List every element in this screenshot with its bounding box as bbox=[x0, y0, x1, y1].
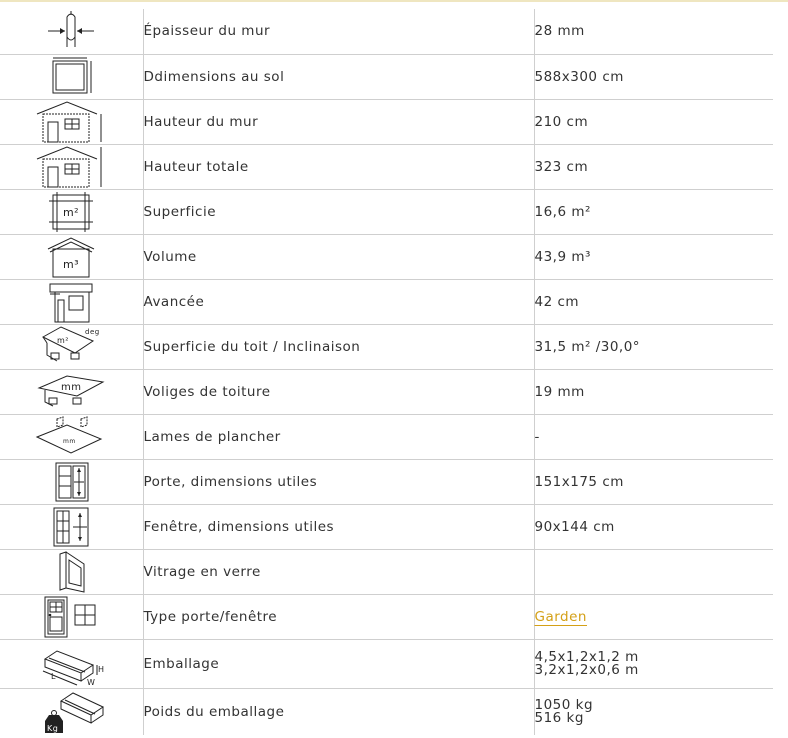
icon-angle-label: deg bbox=[85, 327, 100, 336]
icon-unit-label: m² bbox=[57, 335, 70, 345]
table-row bbox=[0, 414, 773, 459]
icon-weight-label: Kg bbox=[47, 723, 59, 733]
icon-cell bbox=[0, 594, 143, 639]
specifications-table bbox=[0, 9, 773, 735]
spec-label: Poids du emballage bbox=[143, 688, 534, 735]
spec-label: Superficie bbox=[143, 189, 534, 234]
icon-unit-label: mm bbox=[63, 437, 76, 445]
icon-cell bbox=[0, 549, 143, 594]
spec-label: Volume bbox=[143, 234, 534, 279]
spec-value bbox=[534, 549, 773, 594]
spec-label: Avancée bbox=[143, 279, 534, 324]
table-row bbox=[0, 504, 773, 549]
spec-value: 323 cm bbox=[534, 144, 773, 189]
spec-value-line: 4,5x1,2x1,2 m bbox=[534, 648, 639, 665]
spec-value-line: 3,2x1,2x0,6 m bbox=[534, 661, 639, 678]
table-row bbox=[0, 369, 773, 414]
icon-cell bbox=[0, 234, 143, 279]
top-rule bbox=[0, 0, 788, 2]
icon-unit-label: mm bbox=[61, 381, 82, 393]
spec-label: Fenêtre, dimensions utiles bbox=[143, 504, 534, 549]
spec-label: Voliges de toiture bbox=[143, 369, 534, 414]
icon-cell bbox=[0, 369, 143, 414]
door-dimensions-icon bbox=[0, 460, 143, 504]
table-row bbox=[0, 234, 773, 279]
packaging-icon bbox=[0, 641, 143, 687]
spec-value: 31,5 m² /30,0° bbox=[534, 324, 773, 369]
window-dimensions-icon bbox=[0, 505, 143, 549]
spec-label: Épaisseur du mur bbox=[143, 9, 534, 54]
spec-label: Superficie du toit / Inclinaison bbox=[143, 324, 534, 369]
table-row bbox=[0, 639, 773, 688]
door-window-type-icon bbox=[0, 595, 143, 639]
roof-boards-icon bbox=[0, 370, 143, 414]
icon-unit-label: m³ bbox=[63, 257, 80, 271]
icon-cell bbox=[0, 99, 143, 144]
icon-cell bbox=[0, 639, 143, 688]
icon-height-label: H bbox=[98, 664, 105, 674]
icon-cell bbox=[0, 189, 143, 234]
spec-label: Lames de plancher bbox=[143, 414, 534, 459]
spec-value bbox=[534, 639, 773, 688]
spec-label: Type porte/fenêtre bbox=[143, 594, 534, 639]
table-row bbox=[0, 144, 773, 189]
spec-value: 588x300 cm bbox=[534, 54, 773, 99]
spec-value-line: 516 kg bbox=[534, 709, 584, 726]
spec-label: Ddimensions au sol bbox=[143, 54, 534, 99]
icon-cell bbox=[0, 9, 143, 54]
wall-height-icon bbox=[0, 100, 143, 144]
spec-value: 210 cm bbox=[534, 99, 773, 144]
icon-width-label: W bbox=[87, 677, 96, 687]
floor-boards-icon bbox=[0, 415, 143, 459]
icon-cell bbox=[0, 279, 143, 324]
table-row bbox=[0, 459, 773, 504]
overhang-icon bbox=[0, 280, 143, 324]
spec-label: Porte, dimensions utiles bbox=[143, 459, 534, 504]
spec-label: Emballage bbox=[143, 639, 534, 688]
icon-length-label: L bbox=[51, 671, 57, 681]
table-row bbox=[0, 688, 773, 735]
table-row bbox=[0, 99, 773, 144]
spec-label: Vitrage en verre bbox=[143, 549, 534, 594]
spec-value: 19 mm bbox=[534, 369, 773, 414]
icon-cell bbox=[0, 54, 143, 99]
floor-dimensions-icon bbox=[0, 55, 143, 99]
icon-cell bbox=[0, 144, 143, 189]
icon-cell bbox=[0, 324, 143, 369]
table-row bbox=[0, 189, 773, 234]
volume-icon bbox=[0, 235, 143, 279]
wall-thickness-icon bbox=[0, 9, 143, 53]
spec-value bbox=[534, 688, 773, 735]
spec-value: 151x175 cm bbox=[534, 459, 773, 504]
spec-value bbox=[534, 594, 773, 639]
spec-value: 43,9 m³ bbox=[534, 234, 773, 279]
package-weight-icon bbox=[0, 689, 143, 735]
icon-cell bbox=[0, 459, 143, 504]
spec-label: Hauteur du mur bbox=[143, 99, 534, 144]
table-row bbox=[0, 279, 773, 324]
icon-cell bbox=[0, 688, 143, 735]
glazing-icon bbox=[0, 550, 143, 594]
table-row bbox=[0, 9, 773, 54]
spec-label: Hauteur totale bbox=[143, 144, 534, 189]
table-row bbox=[0, 549, 773, 594]
icon-cell bbox=[0, 414, 143, 459]
table-row bbox=[0, 54, 773, 99]
spec-value-line: 1050 kg bbox=[534, 696, 594, 713]
spec-value: - bbox=[534, 414, 773, 459]
roof-area-pitch-icon bbox=[0, 325, 143, 369]
spec-value: 16,6 m² bbox=[534, 189, 773, 234]
icon-unit-label: m² bbox=[63, 205, 80, 219]
spec-value: 90x144 cm bbox=[534, 504, 773, 549]
spec-value: 42 cm bbox=[534, 279, 773, 324]
table-row bbox=[0, 594, 773, 639]
spec-value: 28 mm bbox=[534, 9, 773, 54]
table-row bbox=[0, 324, 773, 369]
floor-area-icon bbox=[0, 190, 143, 234]
icon-cell bbox=[0, 504, 143, 549]
door-window-type-link[interactable]: Garden bbox=[534, 608, 587, 625]
total-height-icon bbox=[0, 145, 143, 189]
